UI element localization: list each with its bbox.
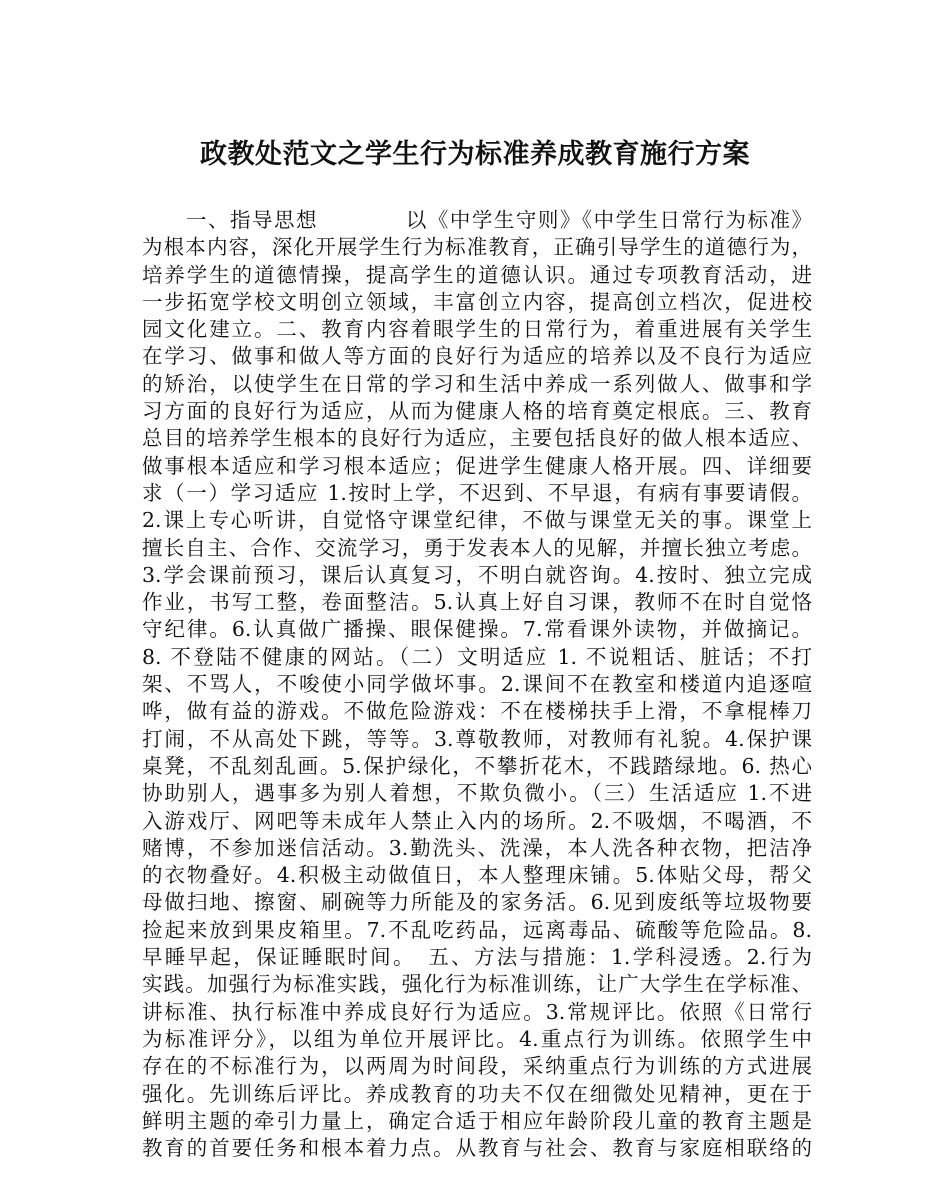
body-line: 打闹，不从高处下跳，等等。3.尊敬教师，对教师有礼貌。4.保护课	[142, 726, 812, 751]
body-line: 园文化建立。二、教育内容着眼学生的日常行为，着重进展有关学生	[142, 317, 812, 342]
body-line: 早睡早起，保证睡眠时间。 五、方法与措施：1.学科浸透。2.行为	[142, 945, 812, 970]
body-line: 培养学生的道德情操，提高学生的道德认识。通过专项教育活动，进	[142, 262, 812, 287]
body-line: 守纪律。6.认真做广播操、眼保健操。7.常看课外读物，并做摘记。	[142, 617, 812, 642]
body-line: 协助别人，遇事多为别人着想，不欺负微小。（三）生活适应 1.不进	[142, 781, 812, 806]
body-line: 习方面的良好行为适应，从而为健康人格的培育奠定根底。三、教育	[142, 399, 812, 424]
body-line: 擅长自主、合作、交流学习，勇于发表本人的见解，并擅长独立考虑。	[142, 535, 812, 560]
body-line: 鲜明主题的牵引力量上，确定合适于相应年龄阶段儿童的教育主题是	[142, 1108, 812, 1133]
body-line: 存在的不标准行为，以两周为时间段，采纳重点行为训练的方式进展	[142, 1054, 812, 1079]
body-line: 哗，做有益的游戏。不做危险游戏：不在楼梯扶手上滑，不拿棍棒刀	[142, 699, 812, 724]
body-line: 为根本内容，深化开展学生行为标准教育，正确引导学生的道德行为，	[142, 235, 812, 260]
body-line: 在学习、做事和做人等方面的良好行为适应的培养以及不良行为适应	[142, 344, 812, 369]
body-line: 8. 不登陆不健康的网站。（二）文明适应 1. 不说粗话、脏话；不打	[142, 644, 812, 669]
body-line: 为标准评分》，以组为单位开展评比。4.重点行为训练。依照学生中	[142, 1026, 812, 1051]
body-line: 一、指导思想 以《中学生守则》《中学生日常行为标准》	[142, 208, 812, 232]
body-line: 3.学会课前预习，课后认真复习，不明白就咨询。4.按时、独立完成	[142, 562, 812, 587]
body-line: 总目的培养学生根本的良好行为适应，主要包括良好的做人根本适应、	[142, 426, 812, 451]
body-line: 的矫治，以使学生在日常的学习和生活中养成一系列做人、做事和学	[142, 371, 812, 396]
body-line: 讲标准、执行标准中养成良好行为适应。3.常规评比。依照《日常行	[142, 999, 812, 1024]
body-line: 一步拓宽学校文明创立领域，丰富创立内容，提高创立档次，促进校	[142, 289, 812, 314]
body-line: 桌凳，不乱刻乱画。5.保护绿化，不攀折花木，不践踏绿地。6. 热心	[142, 753, 812, 778]
body-line: 2.课上专心听讲，自觉恪守课堂纪律，不做与课堂无关的事。课堂上	[142, 508, 812, 533]
document-body	[142, 207, 812, 1162]
body-line: 做事根本适应和学习根本适应；促进学生健康人格开展。四、详细要	[142, 453, 812, 478]
body-line: 母做扫地、擦窗、刷碗等力所能及的家务活。6.见到废纸等垃圾物要	[142, 890, 812, 915]
body-line: 求（一）学习适应 1.按时上学，不迟到、不早退，有病有事要请假。	[142, 480, 812, 505]
body-line: 教育的首要任务和根本着力点。从教育与社会、教育与家庭相联络的	[142, 1136, 812, 1161]
body-line: 捡起来放到果皮箱里。7.不乱吃药品，远离毒品、硫酸等危险品。8.	[142, 917, 812, 942]
body-line: 架、不骂人，不唆使小同学做坏事。2.课间不在教室和楼道内追逐喧	[142, 672, 812, 697]
body-line: 实践。加强行为标准实践，强化行为标准训练，让广大学生在学标准、	[142, 972, 812, 997]
body-line: 赌博，不参加迷信活动。3.勤洗头、洗澡，本人洗各种衣物，把洁净	[142, 835, 812, 860]
body-line: 的衣物叠好。4.积极主动做值日，本人整理床铺。5.体贴父母，帮父	[142, 863, 812, 888]
body-line: 入游戏厅、网吧等未成年人禁止入内的场所。2.不吸烟，不喝酒，不	[142, 808, 812, 833]
body-line: 强化。先训练后评比。养成教育的功夫不仅在细微处见精神，更在于	[142, 1081, 812, 1106]
document-title: 政教处范文之学生行为标准养成教育施行方案	[200, 139, 750, 170]
body-line: 作业，书写工整，卷面整洁。5.认真上好自习课，教师不在时自觉恪	[142, 590, 812, 615]
